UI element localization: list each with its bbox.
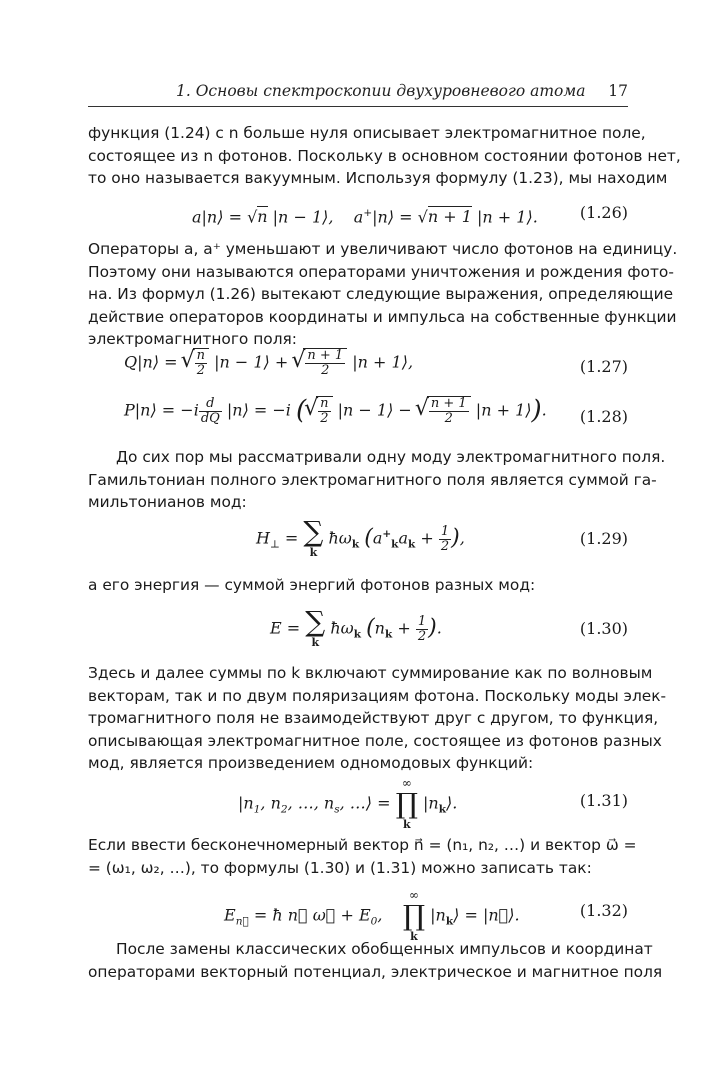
paragraph-5 xyxy=(88,662,667,775)
text-line: состоящее из n фотонов. Поскольку в основном состоянии фотонов нет, xyxy=(88,146,681,165)
paragraph-7 xyxy=(88,938,663,983)
paragraph-3 xyxy=(88,446,666,514)
text-line: электромагнитного поля: xyxy=(88,330,297,349)
equation-number: (1.26) xyxy=(579,203,628,222)
equation-body: Q|n⟩ = √ $\frac{n}{2}$ |n − 1⟩ + √ $\frac{n + 1}{2}$ |n + 1⟩, xyxy=(124,348,413,378)
text-line: а его энергия — суммой энергий фотонов разных мод: xyxy=(88,576,536,594)
equation-1-32 xyxy=(88,882,628,942)
text-line: операторами векторный потенциал, электрическое и магнитное поля xyxy=(88,962,663,981)
text-line: на. Из формул (1.26) вытекают следующие выражения, определяющие xyxy=(88,285,674,304)
equation-number: (1.30) xyxy=(579,619,628,638)
text-line: векторам, так и по двум поляризациям фотона. Поскольку моды элек- xyxy=(88,686,667,705)
equation-1-27 xyxy=(88,344,628,390)
text-line: Если ввести бесконечномерный вектор n⃗ = (n₁, n₂, …) и вектор ω⃗ = xyxy=(88,836,637,854)
equation-body: P|n⟩ = −i $\frac{d}{dQ}$ |n⟩ = −i ( √ $\frac{n}{2}$ |n − 1⟩ − √ $\frac{n + 1}{2}$ |n + 1⟩). xyxy=(124,396,547,426)
equation-body: $H_\perp$ = ∑ k $ħ\omega_k$ ($a^+_ka_k$ + $\frac{1}{2}$ ), xyxy=(256,515,465,559)
equation-number: (1.29) xyxy=(579,529,628,548)
text-line: Поэтому они называются операторами уничтожения и рождения фото- xyxy=(88,262,674,281)
equation-1-28 xyxy=(88,392,628,440)
text-line: До сих пор мы рассматривали одну моду электромагнитного поля. xyxy=(116,448,666,466)
equation-number: (1.28) xyxy=(579,407,628,426)
equation-body: $E_{n⃗}$ = ħ n⃗ ω⃗ + $E_0$, ∞ ∏ k $|n_k⟩$ = |n⃗⟩. xyxy=(224,888,520,943)
page-number: 17 xyxy=(608,82,628,100)
paragraph-6 xyxy=(88,834,637,879)
equation-number: (1.27) xyxy=(579,357,628,376)
chapter-title: 1. Основы спектроскопии двухуровневого атома xyxy=(176,82,586,100)
equation-1-26 xyxy=(88,194,628,234)
text-line: Здесь и далее суммы по k включают суммирование как по волновым xyxy=(88,664,653,682)
text-line: тромагнитного поля не взаимодействуют друг с другом, то функция, xyxy=(88,709,659,728)
text-line: действие операторов координаты и импульса на собственные функции xyxy=(88,307,677,326)
text-line: После замены классических обобщенных импульсов и координат xyxy=(116,940,653,958)
equation-1-30 xyxy=(88,604,628,660)
equation-body: a|n⟩ = √n |n − 1⟩, a+|n⟩ = √n + 1 |n + 1⟩. xyxy=(192,207,538,227)
running-head xyxy=(88,82,628,107)
text-line: мод, является произведением одномодовых функций: xyxy=(88,754,534,773)
equation-number: (1.32) xyxy=(579,901,628,920)
text-line: функция (1.24) с n больше нуля описывает электромагнитное поле, xyxy=(88,124,646,142)
equation-body: E = ∑ k $ħ\omega_k$ ($n_k$ + $\frac{1}{2}$ ). xyxy=(270,605,442,649)
text-line: описывающая электромагнитное поле, состоящее из фотонов разных xyxy=(88,731,662,750)
text-line: мильтонианов мод: xyxy=(88,493,247,512)
text-line: то оно называется вакуумным. Используя формулу (1.23), мы находим xyxy=(88,169,668,188)
text-line: Гамильтониан полного электромагнитного поля является суммой га- xyxy=(88,470,657,489)
paragraph-2 xyxy=(88,238,678,351)
equation-body: $|n_1$, $n_2$, …, $n_s$, …⟩ = ∞ ∏ k $|n_k⟩$. xyxy=(238,776,458,831)
equation-1-31 xyxy=(88,772,628,832)
paragraph-1 xyxy=(88,122,681,190)
paragraph-4 xyxy=(88,574,628,597)
text-line: = (ω₁, ω₂, …), то формулы (1.30) и (1.31) можно записать так: xyxy=(88,858,592,877)
text-line: Операторы a, a⁺ уменьшают и увеличивают число фотонов на единицу. xyxy=(88,240,678,258)
equation-number: (1.31) xyxy=(579,791,628,810)
equation-1-29 xyxy=(88,514,628,570)
